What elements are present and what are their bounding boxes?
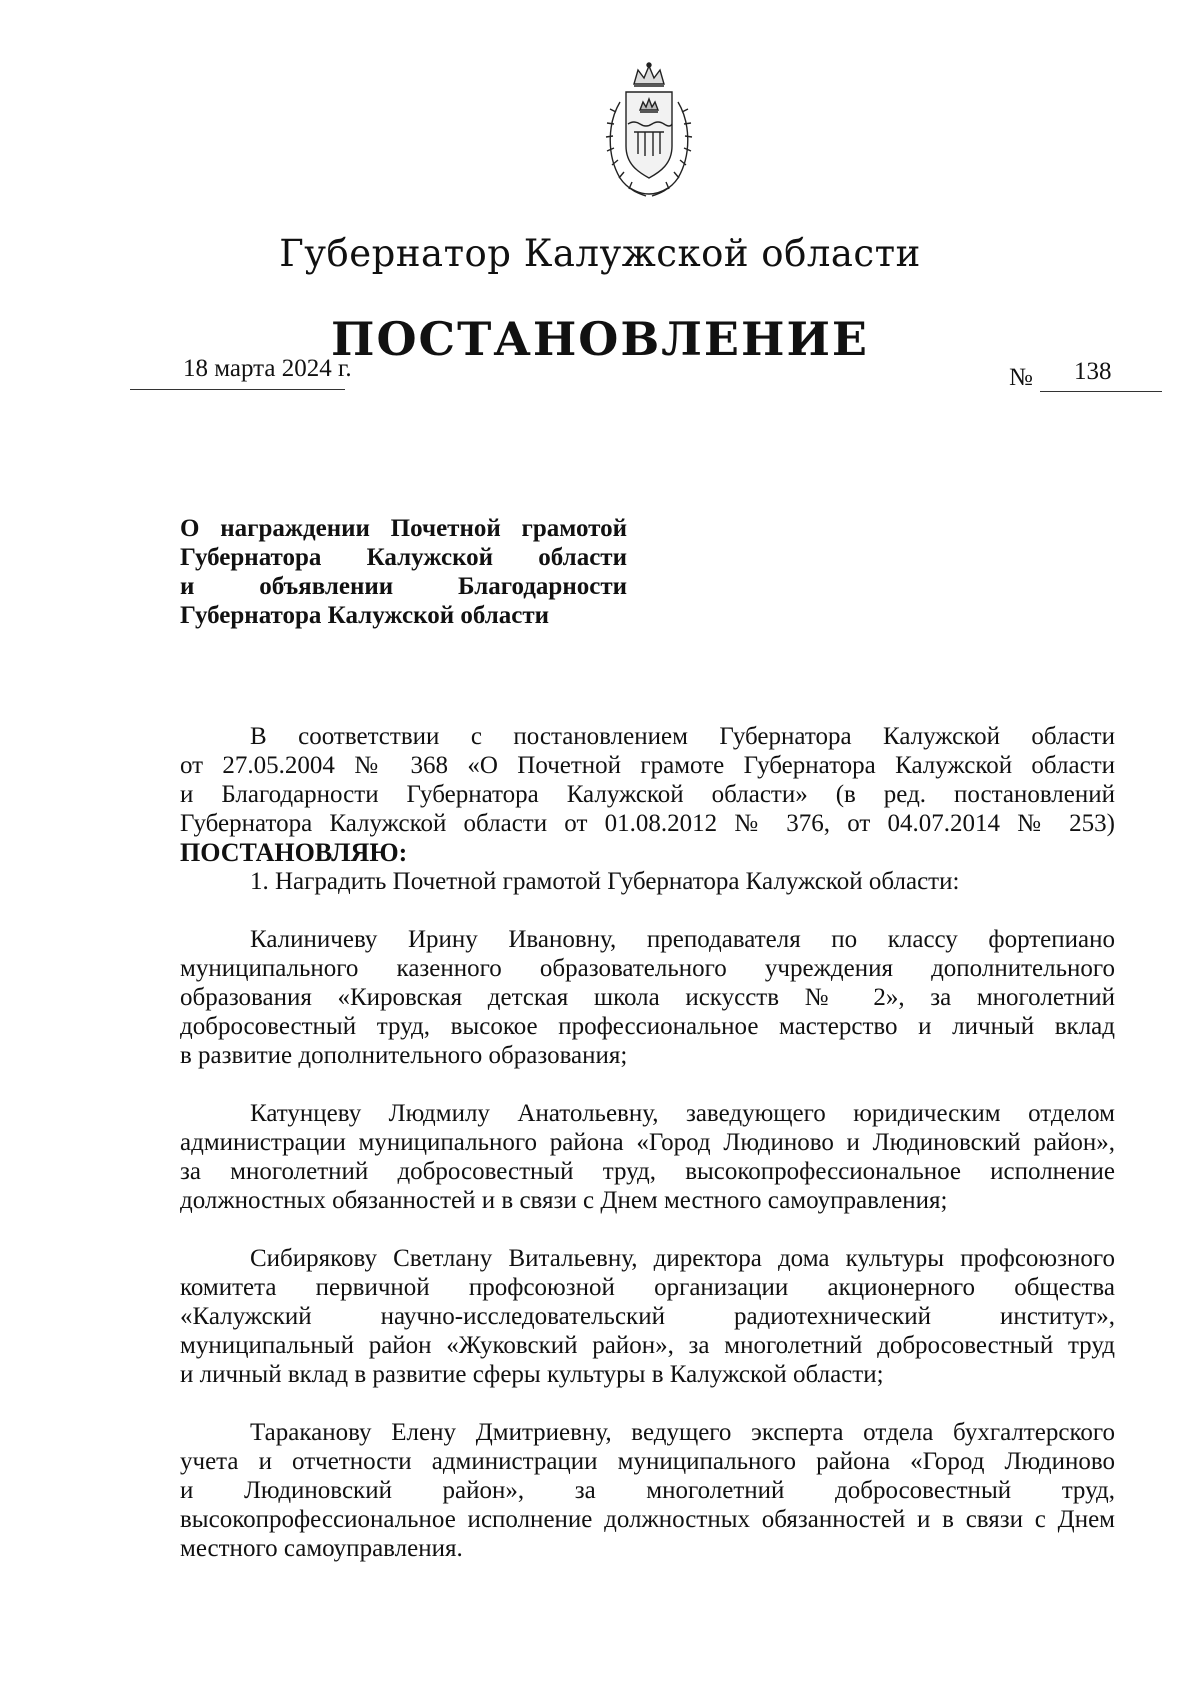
awardee-line: администрации муниципального района «Город Людиново и Людиновский район»,: [180, 1129, 1115, 1156]
awardee-line: Катунцеву Людмилу Анатольевну, заведующего юридическим отделом: [250, 1100, 1115, 1127]
awardee-line: добросовестный труд, высокое профессиональное мастерство и личный вклад: [180, 1013, 1115, 1040]
preamble-line: от 27.05.2004 № 368 «О Почетной грамоте Губернатора Калужской области: [180, 752, 1115, 779]
coat-of-arms-emblem: [590, 62, 708, 202]
item-1-heading: 1. Наградить Почетной грамотой Губернатора Калужской области:: [250, 868, 960, 895]
awardee-paragraph: [180, 1099, 1115, 1215]
awardee-line: образования «Кировская детская школа искусств № 2», за многолетний: [180, 984, 1115, 1011]
awardee-line: должностных обязанностей и в связи с Днем местного самоуправления;: [180, 1187, 948, 1214]
awardee-line: местного самоуправления.: [180, 1535, 463, 1562]
document-date: 18 марта 2024 г.: [183, 355, 352, 382]
subject-line: Губернатора Калужской области: [180, 602, 550, 629]
issuer-heading: Губернатор Калужской области: [279, 232, 921, 275]
awardee-line: Сибирякову Светлану Витальевну, директора дома культуры профсоюзного: [250, 1245, 1115, 1272]
subject-line: О награждении Почетной грамотой: [180, 515, 627, 542]
subject-line: Губернатора Калужской области: [180, 544, 627, 571]
awardee-line: в развитие дополнительного образования;: [180, 1042, 628, 1069]
awardee-paragraph: [180, 1418, 1115, 1563]
preamble-line: Губернатора Калужской области от 01.08.2012 № 376, от 04.07.2014 № 253): [180, 810, 1115, 837]
awardee-line: учета и отчетности администрации муниципального района «Город Людиново: [180, 1448, 1115, 1475]
awardee-line: муниципального казенного образовательного учреждения дополнительного: [180, 955, 1115, 982]
awardee-line: муниципальный район «Жуковский район», за многолетний добросовестный труд: [180, 1332, 1115, 1359]
awardee-line: и личный вклад в развитие сферы культуры в Калужской области;: [180, 1361, 884, 1388]
awardee-paragraph: [180, 1244, 1115, 1389]
resolve-heading: ПОСТАНОВЛЯЮ:: [180, 838, 408, 867]
awardee-line: за многолетний добросовестный труд, высокопрофессиональное исполнение: [180, 1158, 1115, 1185]
preamble-line: В соответствии с постановлением Губернатора Калужской области: [250, 723, 1115, 750]
document-type-title: ПОСТАНОВЛЕНИЕ: [331, 312, 869, 366]
number-label: №: [1009, 364, 1033, 391]
document-body: [180, 722, 1115, 1563]
awardee-line: Калиничеву Ирину Ивановну, преподавателя по классу фортепиано: [250, 926, 1115, 953]
document-number: 138: [1074, 358, 1112, 385]
awardee-line: Тараканову Елену Дмитриевну, ведущего эксперта отдела бухгалтерского: [250, 1419, 1115, 1446]
date-underline: [130, 389, 345, 390]
awardee-line: «Калужский научно-исследовательский радиотехнический институт»,: [180, 1303, 1115, 1330]
preamble-line: и Благодарности Губернатора Калужской области» (в ред. постановлений: [180, 781, 1115, 808]
subject-line: и объявлении Благодарности: [180, 573, 627, 600]
awardee-line: и Людиновский район», за многолетний добросовестный труд,: [180, 1477, 1115, 1504]
preamble-paragraph: [180, 722, 1115, 838]
awardee-line: комитета первичной профсоюзной организации акционерного общества: [180, 1274, 1115, 1301]
awardee-paragraph: [180, 925, 1115, 1070]
document-subject: [180, 514, 627, 630]
awardee-line: высокопрофессиональное исполнение должностных обязанностей и в связи с Днем: [180, 1506, 1115, 1533]
number-underline: [1040, 391, 1162, 392]
